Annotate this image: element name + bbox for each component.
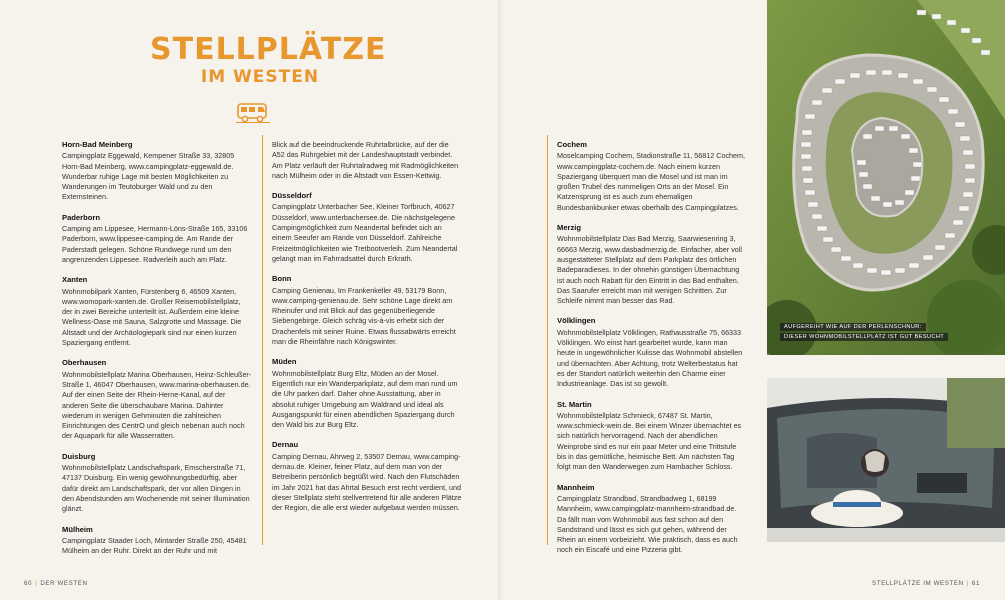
entry-text: Wohnmobilstellplatz Das Bad Merzig, Saarwiesenring 3, 66663 Merzig, www.dasbadmerzig.de. Einfacher, aber voll ausgestatteter Stellplatz auf dem Parkplatz des örtlichen Badeparadieses. In der ohnehin günstigen Übernachtung ist auch noch Rabatt für den Eintritt in das Bad enthalten. Das Saarufer erreicht man mit wenigen Schritten. Zur Schleife nimmt man besser das Rad. [557,234,742,306]
list-item [557,140,747,213]
list-item [62,358,252,441]
list-item [557,316,747,389]
entry-text: Wohnmobilstellplatz Schmieck, 67487 St. Martin, www.schmieck-wein.de. Bei einem Winzer übernachtet es sich natürlich hervorragend. Nach der abendlichen Weinprobe sind es nur ein paar Meter und eine Trittstufe bis in das gemütliche, heimische Bett. Am nächsten Tag folgt man den Wanderwegen zum Hambacher Schloss. [557,410,742,472]
entry-title: Müden [272,357,297,367]
entry-title: Merzig [557,223,582,233]
entry-text: Wohnmobilstellplatz Marina Oberhausen, Heinz-Schleußer-Straße 1, 46047 Oberhausen, www.marina-oberhausen.de. Auf der einen Seite der Rhein-Herne-Kanal, auf der anderen Seite die überschaubare Marina. Dahinter wiederum in wenigen Gehminuten die zahlreichen Einrichtungen des CentrO und gleich nebenan auch noch der Aquapark für alle Wasserratten. [62,369,252,441]
entry-title: Oberhausen [62,358,107,368]
list-item [272,440,462,513]
list-item [557,223,747,306]
list-item [272,274,462,347]
footer-separator: | [966,580,969,587]
entry-title: Duisburg [62,451,96,461]
entry-title: Mülheim [62,524,93,534]
heading-line2: IM WESTEN [200,67,320,87]
entry-title: Mannheim [557,482,595,492]
footer-separator: | [35,580,38,587]
entry-text: Campingplatz Eggewald, Kempener Straße 33, 32805 Horn-Bad Meinberg, www.campingplatz-eggewald.de. Wunderbar ruhige Lage mit besten Möglichkeiten zu Wanderungen im Teutoburger Wald und zu den Externsteinen. [62,151,235,202]
entry-text: Campingplatz Staader Loch, Mintarder Straße 250, 45481 Mülheim an der Ruhr. Direkt an der Ruhr und mit [62,535,247,556]
text-column-1 [62,140,252,566]
column-divider [262,135,263,545]
entry-text: Blick auf die beeindruckende Ruhrtalbrücke, auf der die A52 das Ruhrgebiet mit der Landeshauptstadt verbindet. Am Platz verläuft der Ruhrtalradweg mit Radmöglichkeiten nach Mülheim oder in die Altstadt von Essen-Kettwig. [272,140,459,180]
entry-title: Bonn [272,274,292,284]
entry-title: Völklingen [557,316,596,326]
entry-title: Cochem [557,140,587,149]
list-item [62,525,252,557]
page-number-left: 60 [24,580,33,587]
photo-caption-line1: AUFGEREIHT WIE AUF DER PERLENSCHNUR: [780,323,926,331]
camper-windshield-photo [767,378,1005,542]
list-item [272,357,462,430]
footer-section-right: STELLPLÄTZE IM WESTEN [872,580,964,587]
heading-line1: STELLPLÄTZE [150,32,387,67]
aerial-camping-photo [767,0,1005,355]
book-gutter [498,0,504,600]
camper-windshield-illustration [767,378,1005,542]
entry-text: Camping Genienau, Im Frankenkeller 49, 53179 Bonn, www.camping-genienau.de. Sehr schöne Lage direkt am Rheinufer und mit Blick auf das gegenüberliegende Siebengebirge. Gleich schräg vis-à-vis erhebt sich der Drachenfels mit seiner Ruine. Etwas flussabwärts erreicht man die Rheinfähre nach Königswinter. [272,285,456,347]
aerial-camping-illustration [767,0,1005,355]
entry-text: Wohnmobilstellplatz Landschaftspark, Emscherstraße 71, 47137 Duisburg. Ein wenig gewöhnungsbedürftig, aber dafür direkt am Landschaftspark, der vor allen Dingen in den Abendstunden am Wochenende mit seiner Illumination glänzt. [62,463,250,514]
list-item [557,483,747,556]
list-item [62,213,252,265]
list-item [557,400,747,473]
list-item [272,191,462,264]
list-item [62,452,252,515]
footer-right [872,580,980,587]
entry-text: Wohnmobilstellplatz Völklingen, Rathausstraße 75, 66333 Völklingen. Wo einst hart gearbeitet wurde, kann man heute in ungewöhnlicher Kulisse das Wohnmobil abstellen und übernachten. Aber Achtung, trotz Welterbestatus hat es der Standort natürlich weiterhin den Charme einer Industrieanlage. Das ist so gewollt. [557,327,743,389]
entry-title: Düsseldorf [272,191,312,201]
entry-title: Dernau [272,440,299,450]
entry-text: Camping Dernau, Ahrweg 2, 53507 Dernau, www.camping-dernau.de. Kleiner, feiner Platz, auf dem man von der Betreiberin persönlich begrüßt wird. Nach den Flutschäden im Jahr 2021 hat das Ahrtal Besuch erst recht verdient, und dieser Stellplatz steht stellvertretend für alle anderen Plätze der Region, die alle erst wieder aufgebaut werden müssen. [272,451,462,513]
entry-text: Moselcamping Cochem, Stadionstraße 11, 56812 Cochem, www.campingplatz-cochem.de. Nach einem kurzen Spaziergang überquert man die Mosel und ist man im großen Trubel des rummeligen Orts an der Mosel. Ein Katzensprung ist es auch zum ehemaligen Bundesbankbunker etwas oberhalb des Campingplatzes. [557,151,746,212]
entry-text: Wohnmobilpark Xanten, Fürstenberg 6, 46509 Xanten, www.womopark-xanten.de. Großer Reisemobilstellplatz, der in zwei Bereiche unterteilt ist. Außerdem eine kleine Wellness-Oase mit Sauna, Salzgrotte und Massage. Die Altstadt und der Archäologiepark sind nur einen kurzen Spaziergang entfernt. [62,286,242,348]
text-column-2 [272,140,462,524]
text-column-3 [557,140,747,566]
list-item [272,140,462,181]
entry-text: Wohnmobilstellplatz Burg Eltz, Müden an der Mosel. Eigentlich nur ein Wanderparkplatz, auf dem man rund um die Uhr parken darf. Daher ohne Ausstattung, aber in absolut ruhiger Umgebung am Waldrand und ideal als Ausgangspunkt für einen abendlichen Spaziergang durch den Wald bis zur Burg Eltz. [272,368,458,430]
list-item [62,140,252,203]
entry-title: Xanten [62,275,88,285]
entry-text: Campingplatz Strandbad, Strandbadweg 1, 68199 Mannheim, www.campingplatz-mannheim-strandbad.de. Da fällt man vom Wohnmobil aus fast schon auf den Sandstrand und lässt es sich gut gehen, während der Rhein an einem vorbeizieht. Wie praktisch, dass es auch noch ein Eiscafé und eine Pizzeria gibt. [557,493,738,555]
camper-van-icon [236,100,270,124]
page-number-right: 61 [971,580,980,587]
entry-title: St. Martin [557,399,592,409]
entry-text: Campingplatz Unterbacher See, Kleiner Torfbruch, 40627 Düsseldorf, www.unterbachersee.de. Die nächstgelegene Campingmöglichkeit zum Neandertal befindet sich an einem Seeufer am Rande von Düsseldorf. Zahlreiche Freizeitmöglichkeiten wie Tretbootverleih. Zum Neandertal gelangt man im Fahrradsattel durch Erkrath. [272,202,458,263]
photo-caption-line2: DIESER WOHNMOBILSTELLPLATZ IST GUT BESUCHT [780,333,948,341]
footer-left [24,580,88,587]
entry-title: Paderborn [62,212,100,222]
list-item [62,275,252,348]
footer-section-left: DER WESTEN [40,580,88,587]
entry-text: Camping am Lippesee, Hermann-Löns-Straße 165, 33106 Paderborn, www.lippesee-camping.de. Am Rande der Paderstadt gelegen. Schöne Rundwege rund um den angrenzenden Lippesee. Radverleih auch am Platz. [62,224,248,264]
page-heading [150,32,387,88]
entry-title: Horn-Bad Meinberg [62,140,133,149]
column-divider [547,135,548,545]
